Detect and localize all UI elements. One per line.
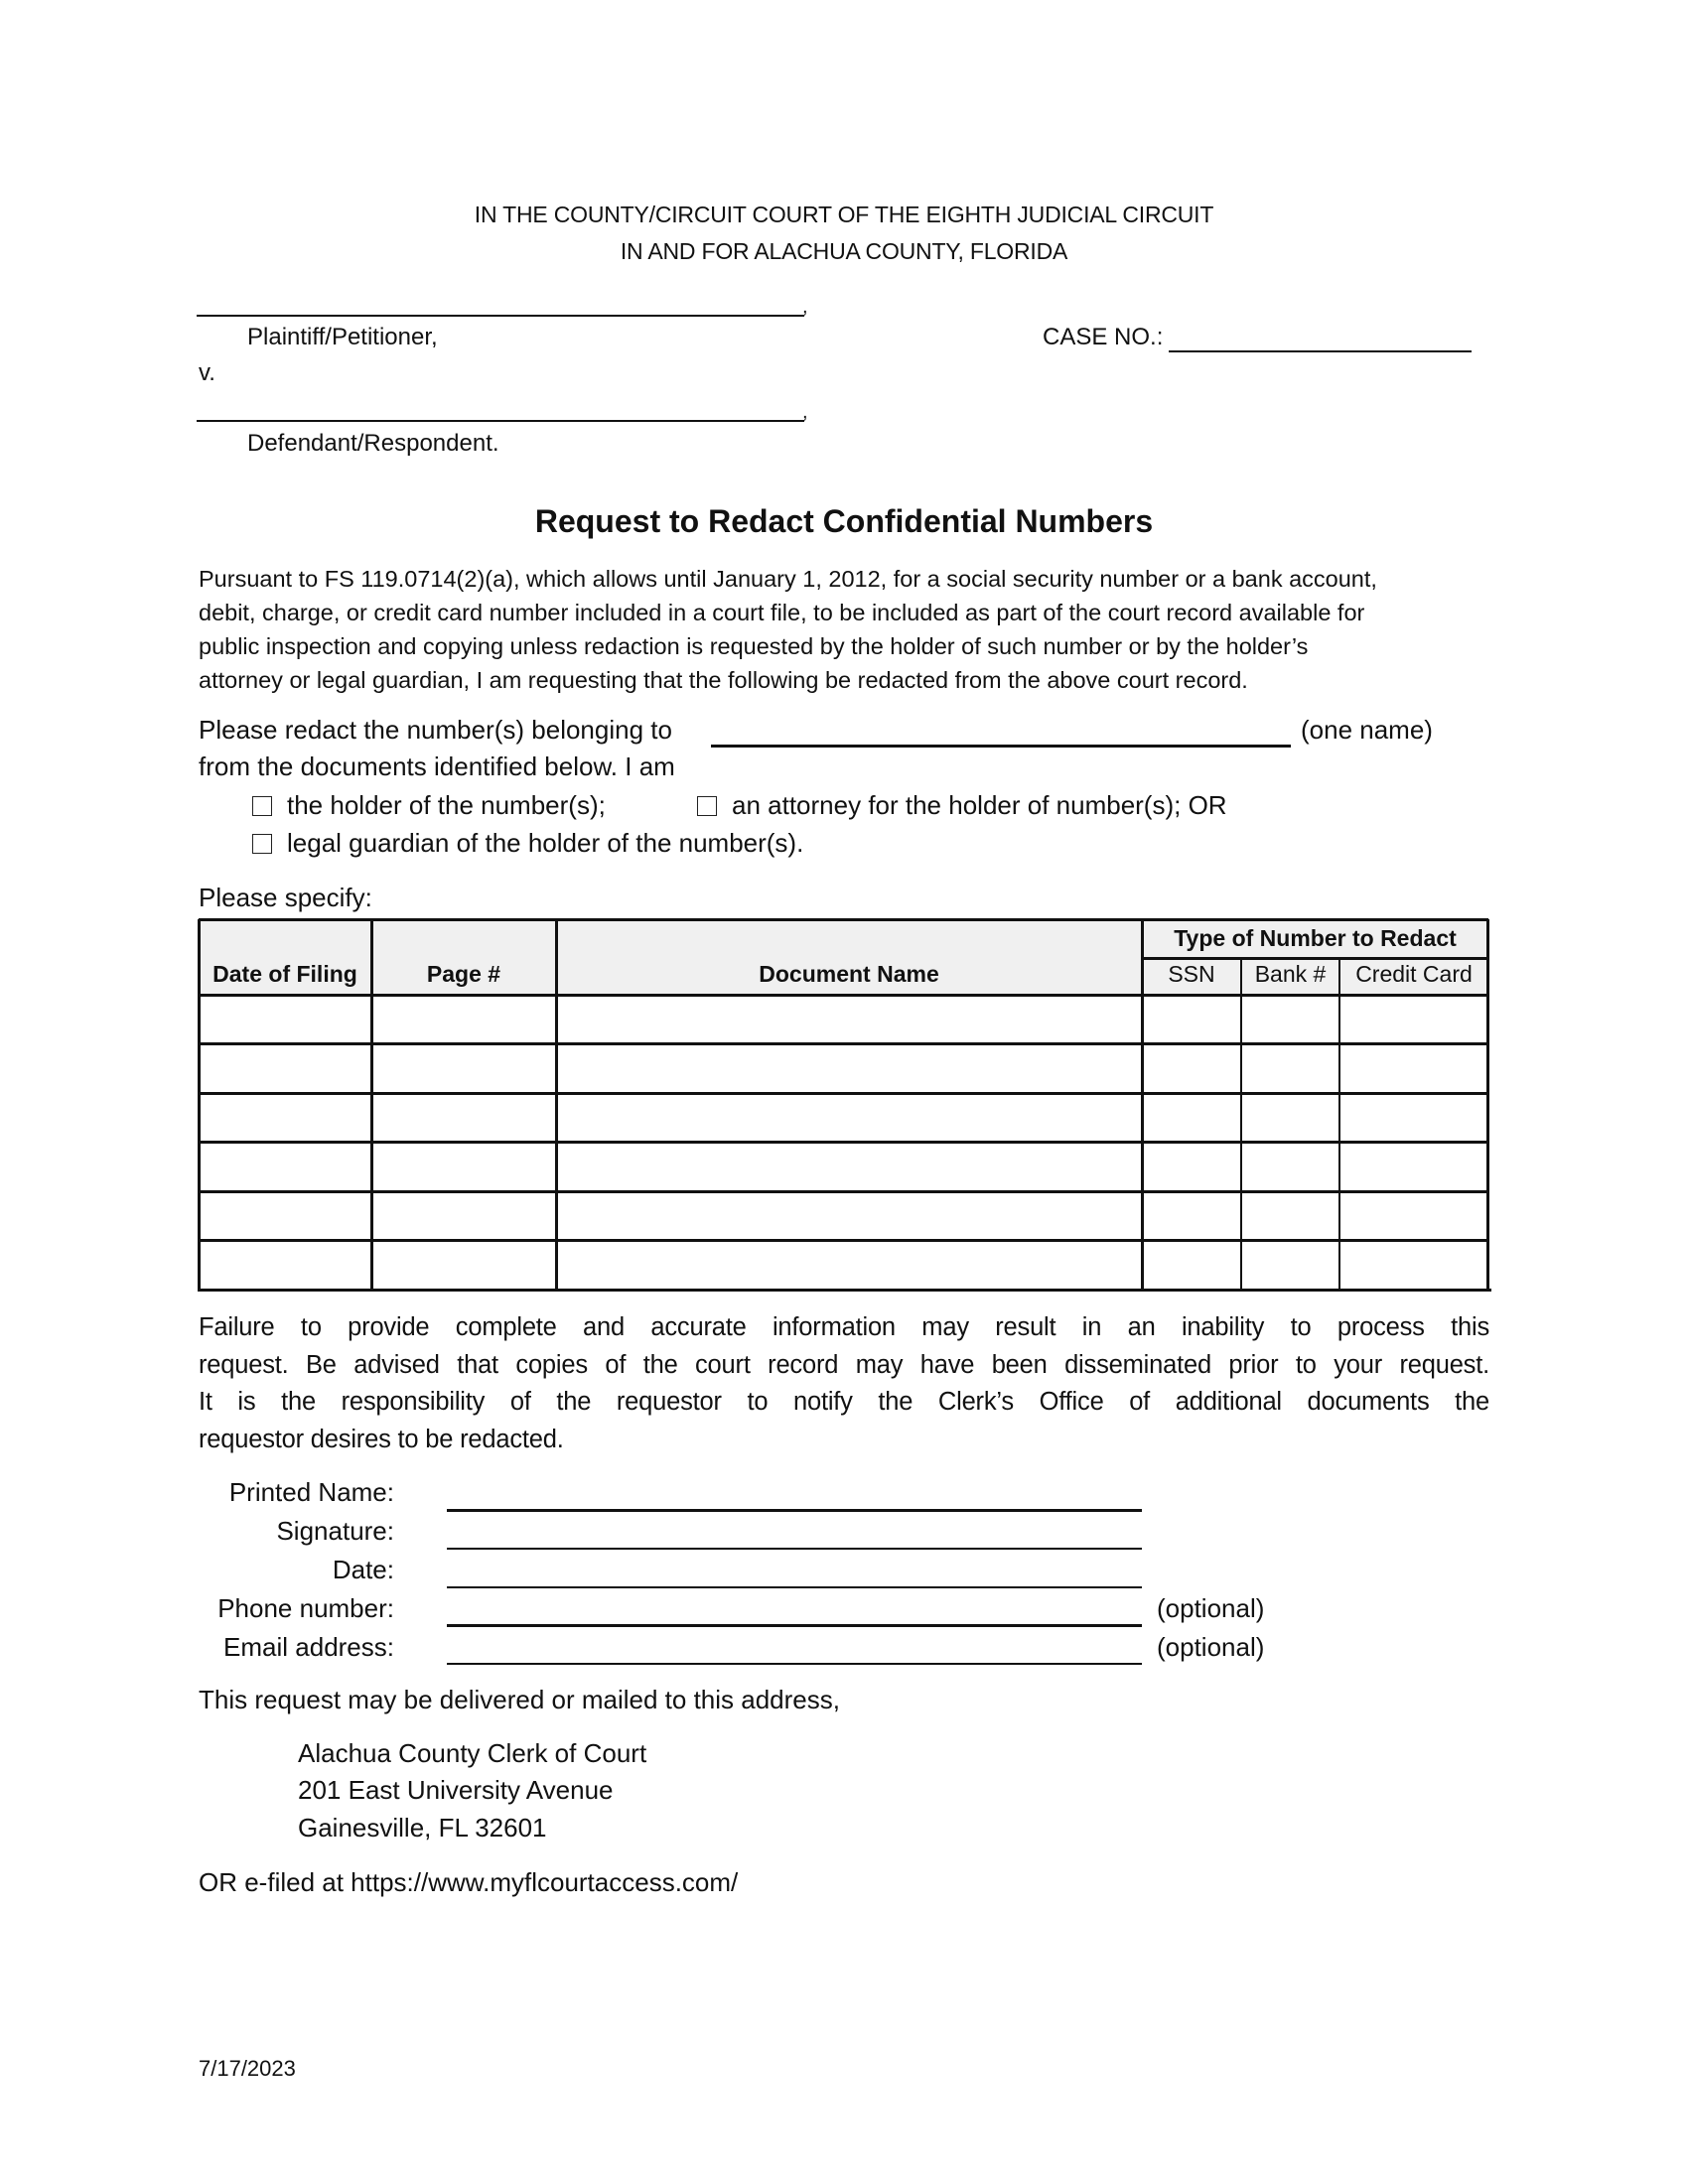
attorney-option-label: an attorney for the holder of number(s); OR [732, 790, 1227, 820]
holder-name-field[interactable] [711, 745, 1291, 748]
table-border-top [199, 918, 1488, 921]
intro-line-4: attorney or legal guardian, I am requesting that the following be redacted from the above court record. [199, 667, 1248, 693]
plaintiff-comma: , [802, 296, 808, 318]
email-optional-note: (optional) [1157, 1632, 1265, 1662]
table-row-5-credit-card[interactable] [1340, 1193, 1486, 1239]
efile-link[interactable]: OR e-filed at https://www.myflcourtaccess.com/ [199, 1867, 739, 1897]
table-row-5-date[interactable] [201, 1193, 370, 1239]
table-row-3-credit-card[interactable] [1340, 1095, 1486, 1141]
plaintiff-label: Plaintiff/Petitioner, [247, 324, 438, 350]
defendant-comma: , [802, 401, 808, 423]
date-field[interactable] [447, 1586, 1142, 1588]
attorney-checkbox[interactable] [697, 796, 717, 816]
table-row-5-page[interactable] [373, 1193, 555, 1239]
table-row-3-document[interactable] [558, 1095, 1141, 1141]
col-header-page-number: Page # [426, 961, 501, 987]
printed-name-label: Printed Name: [228, 1477, 394, 1507]
table-row-4-credit-card[interactable] [1340, 1144, 1486, 1190]
table-row-3-bank[interactable] [1242, 1095, 1338, 1141]
col-header-date-of-filing: Date of Filing [212, 961, 357, 987]
warning-line-4: requestor desires to be redacted. [199, 1425, 564, 1453]
court-name-line-2: IN AND FOR ALACHUA COUNTY, FLORIDA [620, 238, 1068, 264]
table-row-5-bank[interactable] [1242, 1193, 1338, 1239]
table-row-2-credit-card[interactable] [1340, 1045, 1486, 1092]
email-address-field[interactable] [447, 1663, 1142, 1665]
warning-line-3: It is the responsibility of the requestor to notify the Clerk’s Office of additional documents the [199, 1388, 1489, 1416]
delivery-intro: This request may be delivered or mailed to this address, [199, 1685, 840, 1714]
intro-paragraph [199, 562, 1489, 697]
warning-line-2: request. Be advised that copies of the court record may have been disseminated prior to your request. [199, 1350, 1489, 1379]
table-row-1-date[interactable] [201, 997, 370, 1042]
table-row-1-bank[interactable] [1242, 997, 1338, 1042]
table-row-1-page[interactable] [373, 997, 555, 1042]
please-specify-label: Please specify: [199, 883, 372, 912]
table-row-4-page[interactable] [373, 1144, 555, 1190]
table-row-6-bank[interactable] [1242, 1242, 1338, 1289]
redaction-table [199, 919, 1488, 1291]
signature-field[interactable] [447, 1548, 1142, 1550]
group-header-divider [1142, 957, 1488, 960]
redact-request-line-2: from the documents identified below. I am [199, 751, 675, 781]
table-row-1-ssn[interactable] [1144, 997, 1240, 1042]
phone-number-field[interactable] [447, 1624, 1142, 1627]
phone-optional-note: (optional) [1157, 1593, 1265, 1623]
table-row-2-ssn[interactable] [1144, 1045, 1240, 1092]
col-header-credit-card: Credit Card [1355, 961, 1473, 987]
table-row-5-document[interactable] [558, 1193, 1141, 1239]
form-title: Request to Redact Confidential Numbers [534, 503, 1154, 539]
table-row-6-credit-card[interactable] [1340, 1242, 1486, 1289]
date-label: Date: [332, 1555, 394, 1584]
table-row-4-date[interactable] [201, 1144, 370, 1190]
printed-name-field[interactable] [447, 1509, 1142, 1512]
revision-date: 7/17/2023 [199, 2056, 296, 2081]
case-number-label: CASE NO.: [1043, 324, 1164, 350]
col-group-header-type: Type of Number to Redact [1174, 925, 1457, 951]
table-row-6-document[interactable] [558, 1242, 1141, 1289]
table-row-6-ssn[interactable] [1144, 1242, 1240, 1289]
table-row-1-credit-card[interactable] [1340, 997, 1486, 1042]
phone-number-label: Phone number: [217, 1593, 394, 1623]
signature-label: Signature: [276, 1516, 394, 1546]
table-row-5-ssn[interactable] [1144, 1193, 1240, 1239]
defendant-name-field[interactable] [197, 420, 804, 422]
table-row-2-page[interactable] [373, 1045, 555, 1092]
table-row-3-date[interactable] [201, 1095, 370, 1141]
one-name-note: (one name) [1301, 715, 1433, 745]
warning-line-1: Failure to provide complete and accurate information may result in an inability to process this [199, 1313, 1489, 1341]
col-header-document-name: Document Name [759, 961, 939, 987]
email-address-label: Email address: [223, 1632, 394, 1662]
court-name-line-1: IN THE COUNTY/CIRCUIT COURT OF THE EIGHTH JUDICIAL CIRCUIT [474, 202, 1214, 227]
col-header-bank: Bank # [1254, 961, 1327, 987]
versus-label: v. [199, 359, 215, 386]
intro-line-1: Pursuant to FS 119.0714(2)(a), which allows until January 1, 2012, for a social security number or a bank account, [199, 566, 1377, 592]
address-line-2: 201 East University Avenue [298, 1775, 614, 1805]
guardian-option-label: legal guardian of the holder of the number(s). [287, 828, 804, 858]
table-row-4-bank[interactable] [1242, 1144, 1338, 1190]
intro-line-3: public inspection and copying unless redaction is requested by the holder of such number or by the holder’s [199, 633, 1309, 659]
table-row-2-document[interactable] [558, 1045, 1141, 1092]
holder-checkbox[interactable] [252, 796, 272, 816]
table-row-3-ssn[interactable] [1144, 1095, 1240, 1141]
address-line-1: Alachua County Clerk of Court [298, 1738, 647, 1768]
table-row-6-date[interactable] [201, 1242, 370, 1289]
guardian-checkbox[interactable] [252, 834, 272, 854]
table-row-6-page[interactable] [373, 1242, 555, 1289]
table-row-4-document[interactable] [558, 1144, 1141, 1190]
holder-option-label: the holder of the number(s); [287, 790, 606, 820]
table-row-4-ssn[interactable] [1144, 1144, 1240, 1190]
table-row-3-page[interactable] [373, 1095, 555, 1141]
warning-paragraph [199, 1309, 1489, 1458]
plaintiff-name-field[interactable] [197, 315, 804, 317]
table-row-2-bank[interactable] [1242, 1045, 1338, 1092]
table-row-1-document[interactable] [558, 997, 1141, 1042]
table-row-2-date[interactable] [201, 1045, 370, 1092]
case-number-field[interactable] [1169, 350, 1472, 352]
address-line-3: Gainesville, FL 32601 [298, 1813, 547, 1843]
table-border-bottom [199, 1289, 1491, 1292]
intro-line-2: debit, charge, or credit card number included in a court file, to be included as part of the court record available for [199, 600, 1365, 625]
defendant-label: Defendant/Respondent. [247, 430, 499, 457]
redact-request-prefix: Please redact the number(s) belonging to [199, 715, 672, 745]
col-header-ssn: SSN [1168, 961, 1215, 987]
